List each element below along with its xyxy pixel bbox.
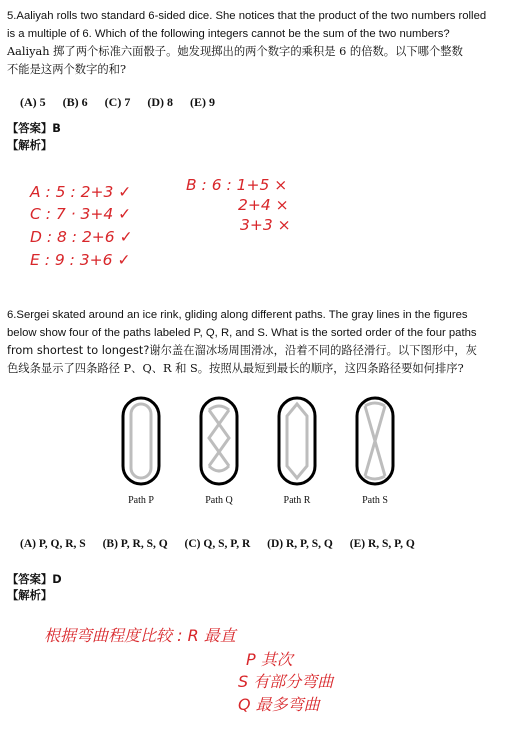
path-p-figure	[123, 398, 159, 484]
q5-hw-c: C : 7 · 3+4 ✓	[30, 205, 132, 223]
q5-hw-d: D : 8 : 2+6 ✓	[30, 228, 133, 246]
q6-hw-line-4: Q 最多弯曲	[238, 695, 320, 714]
path-q-label: Path Q	[205, 495, 233, 506]
q5-hw-b: B : 6 : 1+5 ×	[186, 176, 288, 194]
path-p-label: Path P	[128, 495, 154, 506]
q6-choices	[20, 538, 429, 550]
paths-figure	[95, 392, 425, 492]
q6-choice-b: (B) P, R, S, Q	[102, 538, 168, 550]
q5-choice-b: (B) 6	[62, 95, 88, 109]
q6-choice-c: (C) Q, S, P, R	[184, 538, 251, 550]
path-q-figure	[201, 398, 237, 484]
q6-hw-line-3: S 有部分弯曲	[238, 672, 334, 691]
q5-hw-e: E : 9 : 3+6 ✓	[30, 251, 131, 269]
q6-cn-line: 色线条显示了四条路径 P、Q、R 和 S。按照从最短到最长的顺序，这四条路径要如何排序?	[7, 362, 464, 375]
q6-text-line-2: below show four of the paths labeled P, Q, R, and S. What is the sorted order of the four paths	[7, 327, 477, 339]
q5-answer-label: 【答案】B	[7, 122, 61, 135]
path-s-label: Path S	[362, 495, 388, 506]
q6-text-line-1: 6.Sergei skated around an ice rink, gliding along different paths. The gray lines in the figures	[7, 309, 468, 321]
q5-choice-a: (A) 5	[20, 95, 46, 109]
path-s-figure	[357, 398, 393, 484]
q6-choice-a: (A) P, Q, R, S	[20, 538, 86, 550]
q5-choices	[20, 95, 229, 110]
q6-answer-label: 【答案】D	[7, 573, 62, 586]
q6-hw-line-2: P 其次	[246, 650, 293, 669]
q5-cn-line-1: Aaliyah 掷了两个标准六面骰子。她发现掷出的两个数字的乘积是 6 的倍数。以下哪个整数	[7, 45, 463, 58]
q6-analysis-label: 【解析】	[7, 589, 53, 602]
q5-choice-d: (D) 8	[147, 95, 174, 109]
q6-mixed-line: from shortest to longest?谢尔盖在溜冰场周围滑冰，沿着不同的路径滑行。以下图形中，灰	[7, 344, 477, 357]
q5-text-line-2: is a multiple of 6. Which of the following integers cannot be the sum of the two numbers?	[7, 28, 450, 40]
q6-choice-d: (D) R, P, S, Q	[267, 538, 333, 550]
q5-analysis-label: 【解析】	[7, 139, 53, 152]
path-r-label: Path R	[283, 495, 311, 506]
q5-choice-e: (E) 9	[190, 95, 216, 109]
q5-choice-c: (C) 7	[104, 95, 131, 109]
q5-hw-a: A : 5 : 2+3 ✓	[30, 183, 132, 201]
path-r-figure	[279, 398, 315, 484]
q5-hw-b-2: 2+4 ×	[238, 196, 289, 214]
q6-choice-e: (E) R, S, P, Q	[349, 538, 415, 550]
q5-text-line-1: 5.Aaliyah rolls two standard 6-sided dice. She notices that the product of the two numbers rolled	[7, 10, 487, 22]
q5-hw-b-3: 3+3 ×	[240, 216, 291, 234]
q5-cn-line-2: 不能是这两个数字的和?	[7, 63, 127, 76]
q6-hw-line-1: 根据弯曲程度比较 : R 最直	[44, 626, 236, 645]
